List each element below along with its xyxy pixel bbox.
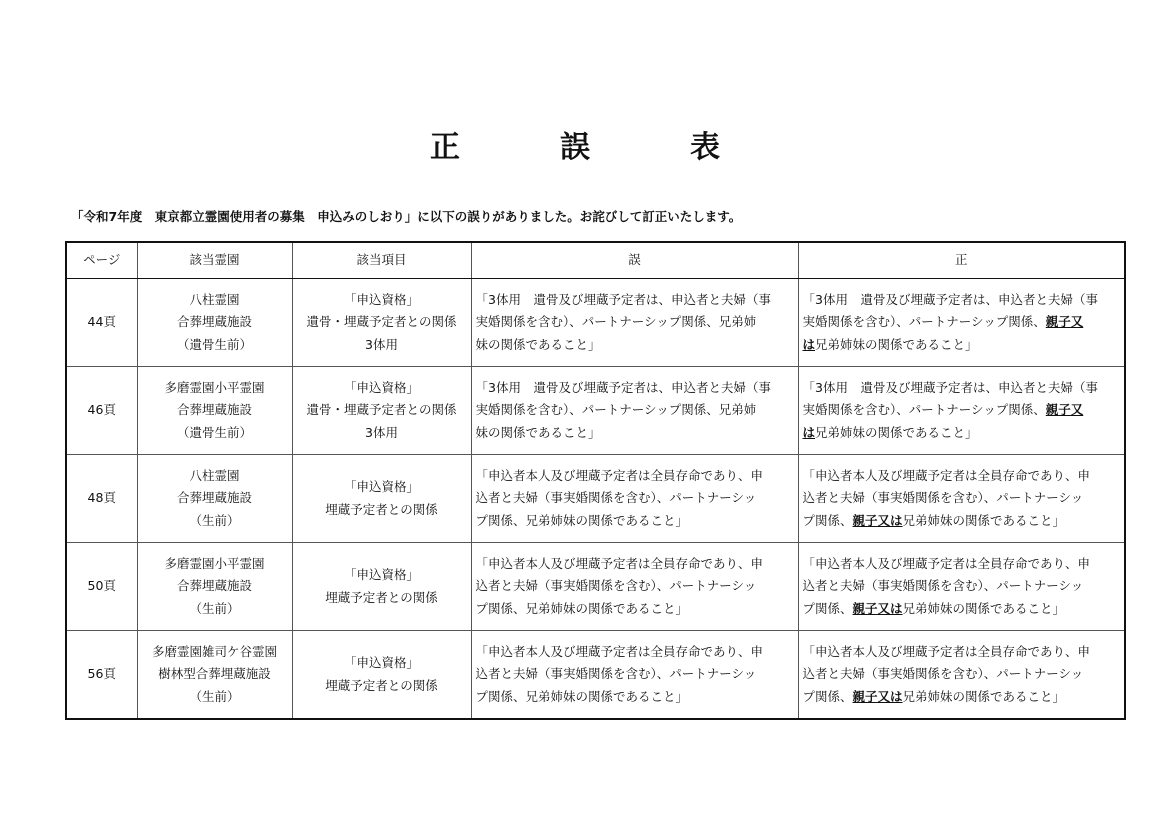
table-row: [66, 279, 1125, 367]
header-row: [66, 242, 1125, 279]
correct-cell: 「申込者本人及び埋蔵予定者は全員存命であり、申 込者と夫婦（事実婚関係を含む）、パートナーシッ プ関係、親子又は兄弟姉妹の関係であること」: [798, 455, 1125, 543]
correct-cell: 「申込者本人及び埋蔵予定者は全員存命であり、申 込者と夫婦（事実婚関係を含む）、パートナーシッ プ関係、親子又は兄弟姉妹の関係であること」: [798, 543, 1125, 631]
header-wrong: 誤: [471, 242, 798, 279]
wrong-cell: 「3体用 遺骨及び埋蔵予定者は、申込者と夫婦（事 実婚関係を含む）、パートナーシップ関係、兄弟姉 妹の関係であること」: [471, 279, 798, 367]
correction-highlight: 親子又: [1045, 402, 1084, 418]
header-correct: 正: [798, 242, 1125, 279]
page-cell: 50頁: [66, 543, 137, 631]
correct-cell: 「3体用 遺骨及び埋蔵予定者は、申込者と夫婦（事 実婚関係を含む）、パートナーシップ関係、親子又 は兄弟姉妹の関係であること」: [798, 279, 1125, 367]
intro-text: 「令和7年度 東京都立霊園使用者の募集 申込みのしおり」に以下の誤りがありました。お詫びして訂正いたします。: [71, 209, 742, 224]
correction-highlight: は: [802, 336, 816, 352]
title-char-1: 正: [430, 130, 460, 165]
correction-highlight: 親子又は: [852, 600, 903, 616]
header-item: 該当項目: [292, 242, 471, 279]
wrong-cell: 「申込者本人及び埋蔵予定者は全員存命であり、申 込者と夫婦（事実婚関係を含む）、パートナーシッ プ関係、兄弟姉妹の関係であること」: [471, 631, 798, 720]
item-cell: 「申込資格」 遺骨・埋蔵予定者との関係 3体用: [292, 367, 471, 455]
item-cell: 「申込資格」 埋蔵予定者との関係: [292, 631, 471, 720]
table-row: [66, 631, 1125, 720]
wrong-cell: 「申込者本人及び埋蔵予定者は全員存命であり、申 込者と夫婦（事実婚関係を含む）、パートナーシッ プ関係、兄弟姉妹の関係であること」: [471, 543, 798, 631]
item-cell: 「申込資格」 埋蔵予定者との関係: [292, 455, 471, 543]
page-cell: 56頁: [66, 631, 137, 720]
cemetery-cell: 多磨霊園雑司ケ谷霊園 樹林型合葬埋蔵施設 （生前）: [137, 631, 292, 720]
correct-cell: 「3体用 遺骨及び埋蔵予定者は、申込者と夫婦（事 実婚関係を含む）、パートナーシップ関係、親子又 は兄弟姉妹の関係であること」: [798, 367, 1125, 455]
header-page: ページ: [66, 242, 137, 279]
correction-highlight: は: [802, 424, 816, 440]
cemetery-cell: 多磨霊園小平霊園 合葬埋蔵施設 （遺骨生前）: [137, 367, 292, 455]
errata-table: [65, 241, 1126, 720]
page-title: [0, 122, 1150, 166]
page-cell: 44頁: [66, 279, 137, 367]
correction-highlight: 親子又は: [852, 512, 903, 528]
wrong-cell: 「3体用 遺骨及び埋蔵予定者は、申込者と夫婦（事 実婚関係を含む）、パートナーシップ関係、兄弟姉 妹の関係であること」: [471, 367, 798, 455]
item-cell: 「申込資格」 遺骨・埋蔵予定者との関係 3体用: [292, 279, 471, 367]
header-cemetery: 該当霊園: [137, 242, 292, 279]
title-char-3: 表: [690, 130, 720, 165]
table-row: [66, 367, 1125, 455]
page-cell: 46頁: [66, 367, 137, 455]
correct-cell: 「申込者本人及び埋蔵予定者は全員存命であり、申 込者と夫婦（事実婚関係を含む）、パートナーシッ プ関係、親子又は兄弟姉妹の関係であること」: [798, 631, 1125, 720]
wrong-cell: 「申込者本人及び埋蔵予定者は全員存命であり、申 込者と夫婦（事実婚関係を含む）、パートナーシッ プ関係、兄弟姉妹の関係であること」: [471, 455, 798, 543]
table-row: [66, 543, 1125, 631]
table-row: [66, 455, 1125, 543]
correction-highlight: 親子又: [1045, 314, 1084, 330]
cemetery-cell: 八柱霊園 合葬埋蔵施設 （遺骨生前）: [137, 279, 292, 367]
title-char-2: 誤: [560, 130, 590, 165]
cemetery-cell: 八柱霊園 合葬埋蔵施設 （生前）: [137, 455, 292, 543]
page-cell: 48頁: [66, 455, 137, 543]
item-cell: 「申込資格」 埋蔵予定者との関係: [292, 543, 471, 631]
correction-highlight: 親子又は: [852, 688, 903, 704]
cemetery-cell: 多磨霊園小平霊園 合葬埋蔵施設 （生前）: [137, 543, 292, 631]
